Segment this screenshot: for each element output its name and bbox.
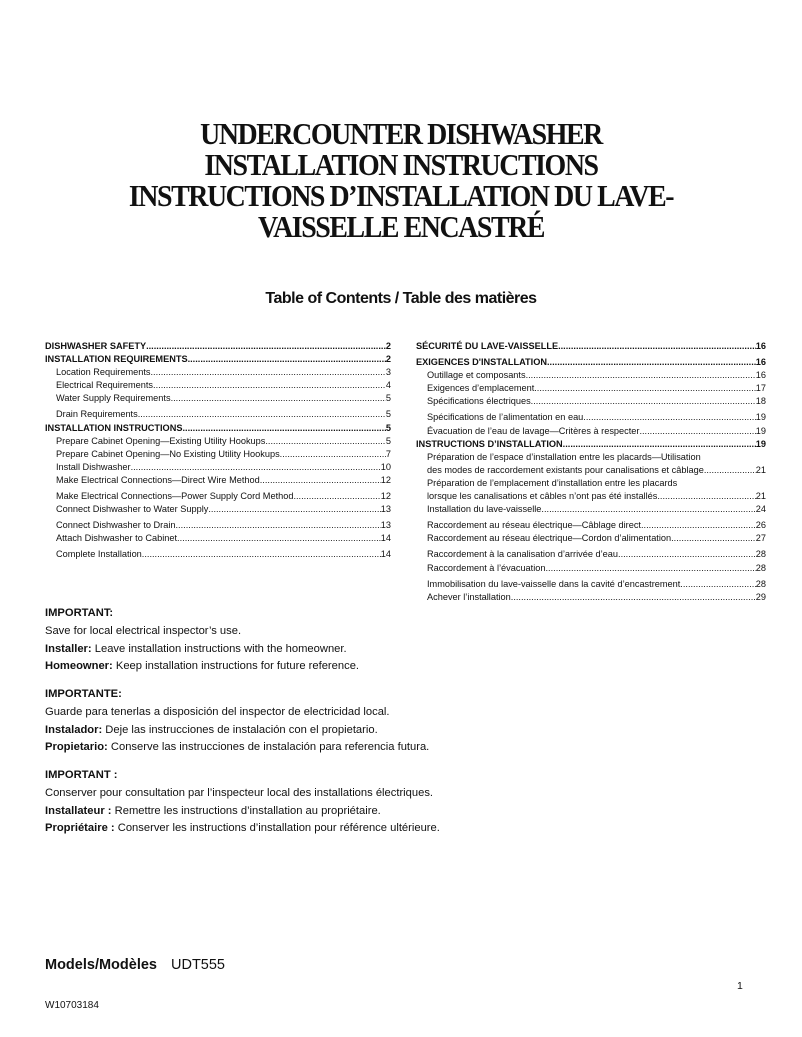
toc-entry-label: Achever l’installation	[427, 591, 511, 602]
toc-entry-page: 2	[385, 354, 391, 365]
toc-entry-label: Installation du lave-vaisselle	[427, 504, 542, 515]
toc-entry[interactable]	[416, 591, 766, 604]
toc-entry-multiline[interactable]	[416, 477, 766, 503]
toc-entry-page: 19	[755, 425, 766, 436]
toc-entry[interactable]	[45, 422, 391, 435]
toc-entry-page: 12	[380, 491, 391, 502]
notice-label: Homeowner:	[45, 659, 113, 672]
toc-leader-dots	[583, 411, 755, 424]
toc-entry[interactable]	[45, 366, 391, 379]
toc-entry-label: Complete Installation	[56, 549, 142, 560]
toc-left-column	[45, 340, 391, 562]
toc-entry-page: 21	[755, 491, 766, 502]
toc-entry-label: Raccordement au réseau électrique—Cordon d’alimentation	[427, 533, 672, 544]
toc-entry-multiline[interactable]	[416, 451, 766, 477]
toc-entry[interactable]	[45, 503, 391, 516]
toc-entry-label: Spécifications de l’alimentation en eau	[427, 412, 584, 423]
toc-entry-page: 21	[755, 464, 766, 475]
document-title	[0, 118, 802, 242]
toc-entry-label: INSTALLATION REQUIREMENTS	[45, 354, 188, 365]
toc-leader-dots	[657, 490, 755, 503]
notice-label: Instalador:	[45, 723, 103, 736]
toc-entry-label: Attach Dishwasher to Cabinet	[56, 533, 178, 544]
toc-entry-line2	[416, 490, 766, 503]
toc-leader-dots	[182, 422, 385, 435]
notice-text: Remettre les instructions d’installation au propriétaire.	[111, 804, 381, 817]
toc-leader-dots	[641, 519, 756, 532]
toc-entry-page: 3	[385, 367, 391, 378]
toc-entry[interactable]	[45, 519, 391, 532]
notice-line: Guarde para tenerlas a disposición del inspector de electricidad local.	[45, 706, 390, 719]
toc-entry[interactable]	[416, 532, 766, 545]
toc-entry-page: 16	[755, 370, 766, 381]
notice-title: IMPORTANTE:	[45, 688, 122, 700]
toc-entry-page: 4	[385, 380, 391, 391]
toc-entry-label: Raccordement à la canalisation d’arrivée d’eau	[427, 549, 619, 560]
title-line-4: VAISSELLE ENCASTRÉ	[257, 209, 545, 244]
toc-entry-page: 28	[755, 578, 766, 589]
notice-label: Propriétaire :	[45, 821, 115, 834]
toc-entry-label: Raccordement au réseau électrique—Câblage direct	[427, 520, 641, 531]
toc-entry-label: Install Dishwasher	[56, 461, 131, 472]
toc-entry[interactable]	[416, 425, 766, 438]
toc-entry-label: Évacuation de l’eau de lavage—Critères à respecter	[427, 425, 640, 436]
toc-entry-line2	[416, 464, 766, 477]
toc-leader-dots	[260, 474, 381, 487]
toc-entry[interactable]	[416, 356, 766, 369]
toc-leader-dots	[176, 519, 381, 532]
toc-entry-page: 18	[755, 396, 766, 407]
notice-text: Conserve las instrucciones de instalación para referencia futura.	[107, 740, 430, 753]
toc-right-column	[416, 340, 766, 604]
toc-entry-page: 5	[385, 393, 391, 404]
toc-entry-page: 13	[380, 520, 391, 531]
toc-leader-dots	[618, 548, 756, 561]
toc-entry-label: Electrical Requirements	[56, 380, 154, 391]
toc-entry-page: 5	[385, 435, 391, 446]
notice-french	[45, 767, 765, 837]
toc-leader-dots	[146, 340, 386, 353]
toc-leader-dots	[293, 490, 380, 503]
notice-homeowner	[45, 820, 765, 837]
toc-entry[interactable]	[416, 340, 766, 353]
toc-entry[interactable]	[416, 382, 766, 395]
toc-entry-page: 24	[755, 504, 766, 515]
toc-leader-dots	[563, 438, 756, 451]
notice-text: Deje las instrucciones de instalación con el propietario.	[102, 723, 378, 736]
notice-installer	[45, 803, 765, 820]
title-line-2: INSTALLATION INSTRUCTIONS	[204, 147, 598, 182]
toc-entry[interactable]	[45, 532, 391, 545]
toc-entry[interactable]	[416, 438, 766, 451]
toc-entry-label: SÉCURITÉ DU LAVE-VAISSELLE	[416, 341, 559, 351]
toc-entry-page: 19	[755, 438, 766, 449]
toc-leader-dots	[639, 425, 755, 438]
toc-entry[interactable]	[416, 503, 766, 516]
toc-entry-page: 19	[755, 412, 766, 423]
toc-entry[interactable]	[45, 379, 391, 392]
toc-entry[interactable]	[45, 408, 391, 421]
toc-leader-dots	[142, 548, 381, 561]
notice-english	[45, 605, 765, 675]
toc-entry[interactable]	[45, 392, 391, 405]
toc-leader-dots	[558, 340, 756, 353]
toc-leader-dots	[150, 366, 385, 379]
document-number: W10703184	[45, 1000, 99, 1011]
toc-entry-page: 2	[385, 341, 391, 351]
toc-leader-dots	[541, 503, 755, 516]
toc-entry-label: Drain Requirements	[56, 409, 138, 420]
toc-entry-label: Immobilisation du lave-vaisselle dans la cavité d’encastrement	[427, 578, 681, 589]
toc-leader-dots	[526, 369, 756, 382]
notice-label: Installer:	[45, 642, 92, 655]
toc-entry-label: EXIGENCES D'INSTALLATION	[416, 357, 547, 368]
notice-label: Propietario:	[45, 740, 108, 753]
toc-entry-label: Raccordement à l’évacuation	[427, 562, 546, 573]
toc-leader-dots	[208, 503, 380, 516]
toc-leader-dots	[545, 562, 755, 575]
toc-entry[interactable]	[416, 578, 766, 591]
toc-entry[interactable]	[416, 548, 766, 561]
toc-entry-label: Prepare Cabinet Opening—Existing Utility Hookups	[56, 435, 266, 446]
toc-entry-label: Make Electrical Connections—Power Supply Cord Method	[56, 491, 294, 502]
toc-entry-page: 10	[380, 461, 391, 472]
toc-entry-label: Exigences d’emplacement	[427, 383, 535, 394]
toc-entry-label-line1: Préparation de l’emplacement d’installation entre les placards	[427, 477, 678, 488]
toc-leader-dots	[138, 408, 386, 421]
toc-entry-page: 27	[755, 533, 766, 544]
notice-label: Installateur :	[45, 804, 112, 817]
toc-entry-label: Outillage et composants	[427, 370, 526, 381]
toc-entry-label: Spécifications électriques	[427, 396, 531, 407]
toc-entry-label-line2: des modes de raccordement existants pour canalisations et câblage	[427, 464, 704, 475]
toc-entry[interactable]	[45, 548, 391, 561]
toc-entry-label: Location Requirements	[56, 367, 151, 378]
notice-title: IMPORTANT :	[45, 769, 118, 781]
toc-entry[interactable]	[45, 340, 391, 353]
toc-leader-dots	[177, 532, 381, 545]
toc-entry-page: 13	[380, 504, 391, 515]
notice-line: Conserver pour consultation par l’inspecteur local des installations électriques.	[45, 787, 434, 800]
toc-entry-page: 14	[380, 533, 391, 544]
toc-entry-page: 14	[380, 549, 391, 560]
toc-entry-label-line1: Préparation de l’espace d’installation entre les placards—Utilisation	[427, 451, 701, 462]
toc-entry-page: 5	[385, 422, 391, 433]
toc-entry-label: INSTRUCTIONS D’INSTALLATION	[416, 438, 563, 449]
page-number: 1	[737, 980, 743, 992]
notice-text: Keep installation instructions for future reference.	[112, 659, 360, 672]
toc-entry-page: 28	[755, 549, 766, 560]
toc-entry-label: Connect Dishwasher to Water Supply	[56, 504, 209, 515]
toc-entry[interactable]	[45, 490, 391, 503]
notice-homeowner	[45, 739, 765, 756]
notice-homeowner	[45, 658, 765, 675]
toc-entry[interactable]	[416, 369, 766, 382]
notice-installer	[45, 641, 765, 658]
toc-entry-page: 17	[755, 383, 766, 394]
toc-leader-dots	[671, 532, 756, 545]
toc-entry-label: Connect Dishwasher to Drain	[56, 520, 176, 531]
toc-leader-dots	[153, 379, 386, 392]
toc-leader-dots	[547, 356, 756, 369]
toc-entry[interactable]	[416, 411, 766, 424]
title-line-1: UNDERCOUNTER DISHWASHER	[200, 116, 602, 151]
toc-leader-dots	[171, 392, 386, 405]
toc-entry[interactable]	[45, 448, 391, 461]
toc-leader-dots	[511, 591, 756, 604]
toc-entry-page: 5	[385, 409, 391, 420]
notice-line: Save for local electrical inspector’s use.	[45, 625, 242, 638]
toc-entry-page: 29	[755, 591, 766, 602]
toc-entry[interactable]	[45, 461, 391, 474]
models-line	[45, 957, 225, 973]
notice-spanish	[45, 686, 765, 756]
toc-entry-label: Water Supply Requirements	[56, 393, 171, 404]
toc-entry-page: 28	[755, 562, 766, 573]
toc-entry-page: 16	[755, 341, 766, 351]
toc-entry-label: INSTALLATION INSTRUCTIONS	[45, 422, 183, 433]
toc-leader-dots	[131, 461, 381, 474]
toc-entry[interactable]	[45, 474, 391, 487]
toc-entry[interactable]	[416, 562, 766, 575]
toc-entry-label: DISHWASHER SAFETY	[45, 341, 147, 351]
toc-entry-page: 7	[385, 448, 391, 459]
toc-entry-label: Make Electrical Connections—Direct Wire Method	[56, 474, 260, 485]
toc-heading: Table of Contents / Table des matières	[265, 290, 537, 307]
toc-leader-dots	[680, 578, 755, 591]
toc-entry-page: 12	[380, 474, 391, 485]
toc-entry-label: Prepare Cabinet Opening—No Existing Utility Hookups	[56, 448, 280, 459]
notice-title: IMPORTANT:	[45, 607, 114, 619]
toc-leader-dots	[265, 435, 386, 448]
toc-entry[interactable]	[416, 395, 766, 408]
toc-entry-page: 26	[755, 520, 766, 531]
toc-leader-dots	[280, 448, 386, 461]
toc-leader-dots	[534, 382, 756, 395]
toc-entry[interactable]	[45, 435, 391, 448]
title-line-3: INSTRUCTIONS D’INSTALLATION DU LAVE-	[128, 178, 674, 213]
toc-entry[interactable]	[45, 353, 391, 366]
models-value: UDT555	[171, 957, 225, 973]
notice-installer	[45, 722, 765, 739]
toc-entry[interactable]	[416, 519, 766, 532]
notice-text: Leave installation instructions with the homeowner.	[91, 642, 347, 655]
toc-entry-page: 16	[755, 357, 766, 368]
toc-leader-dots	[704, 464, 756, 477]
toc-leader-dots	[188, 353, 386, 366]
toc-entry-label-line2: lorsque les canalisations et câbles n’ont pas été installés	[427, 491, 658, 502]
models-label: Models/Modèles	[45, 957, 157, 973]
notice-text: Conserver les instructions d’installation pour référence ultérieure.	[114, 821, 440, 834]
toc-leader-dots	[531, 395, 756, 408]
